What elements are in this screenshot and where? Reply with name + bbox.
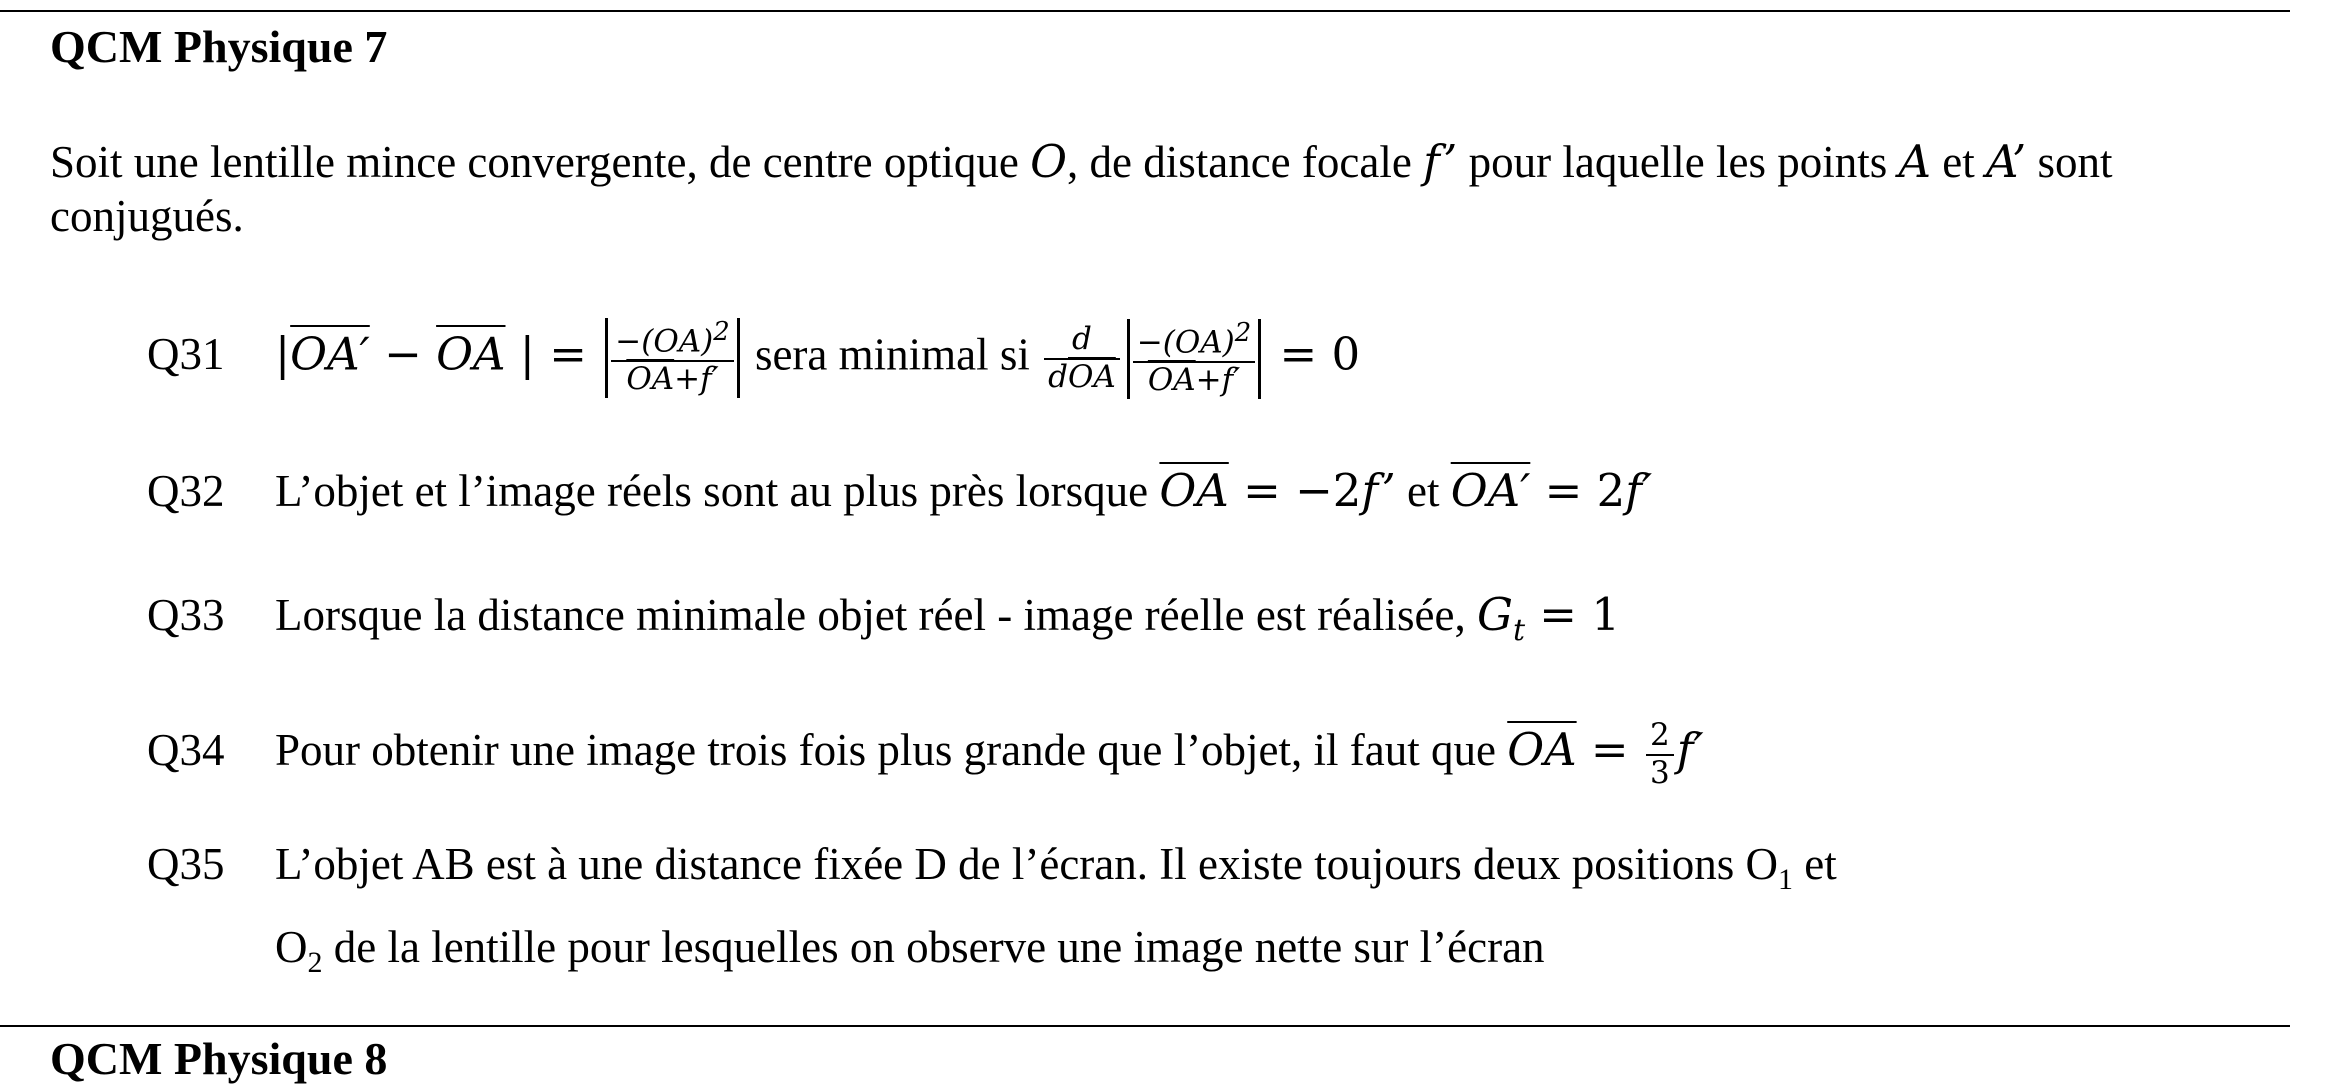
question-number: Q32 [147, 466, 225, 516]
question-number: Q31 [147, 329, 225, 380]
derivative-fraction: $\frac{d}{d\overline{OA}}$ [1044, 322, 1120, 395]
question-number: Q33 [147, 590, 225, 640]
question-q32: Q32 L’objet et l’image réels sont au plus près lorsque $\overline{OA} = -2f$’ et OA′ = 2f′ [147, 464, 1653, 517]
question-q35-continued: $O_2$ de la lentille pour lesquelles on observe une image nette sur l’écran [275, 922, 1545, 979]
question-q31: Q31 $|OA' - \overline{OA}$ | = $\frac{-(OA)^2}{\overline{OA}+f'}$ sera minimal si $\frac{d}{d\overline{OA}}$ $\frac{-(OA)^2}{\overline{OA}+f'}$ = 0 [147, 317, 1361, 399]
question-number: Q35 [147, 839, 225, 889]
question-q35: Q35 L’objet AB est à une distance fixée D de l’écran. Il existe toujours deux positions $O_1$ et [147, 839, 1837, 896]
fraction: $\frac{-(OA)^2}{\overline{OA}+f'}$ [1133, 319, 1255, 399]
next-heading: QCM Physique 8 [50, 1033, 388, 1084]
question-q34: Q34 Pour obtenir une image trois fois plus grande que l’objet, il faut que $\overline{OA}$ = $\frac{2}{3}$ f′ [147, 717, 1704, 791]
fraction: $\frac{-(OA)^2}{\overline{OA}+f'}$ [611, 318, 733, 398]
fraction: $\frac{2}{3}$ [1646, 718, 1674, 791]
absolute-value [1127, 319, 1261, 399]
intro-paragraph: Soit une lentille mince convergente, de centre optique O, de distance focale f’ pour laquelle les points A et A’ sont conjugués. [50, 135, 2113, 241]
bottom-rule [0, 1025, 2290, 1027]
question-q33: Q33 Lorsque la distance minimale objet réel - image réelle est réalisée, $G_t = 1$ [147, 588, 1620, 648]
top-rule [0, 10, 2290, 12]
page-heading: QCM Physique 7 [50, 21, 388, 72]
absolute-value [605, 318, 739, 398]
question-number: Q34 [147, 724, 225, 775]
